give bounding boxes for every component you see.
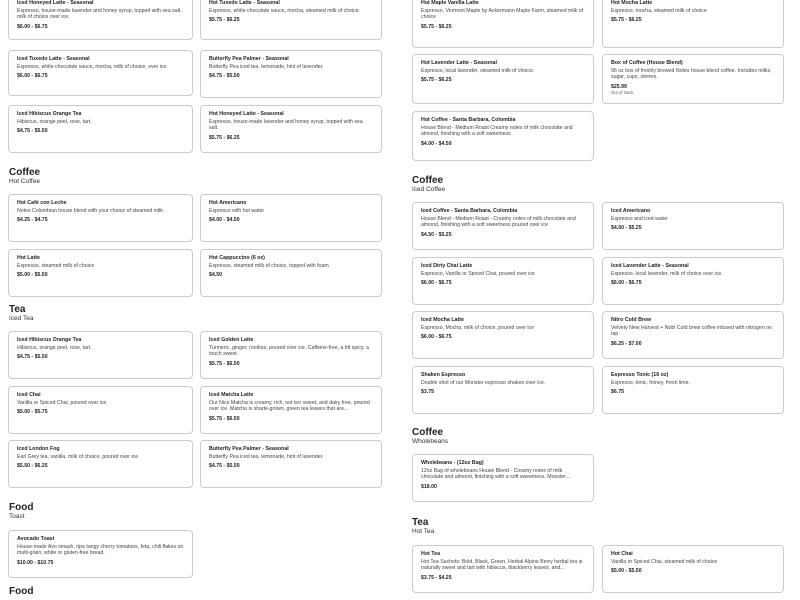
item-price: $6.00 - $6.75 xyxy=(17,73,48,80)
menu-item-card[interactable] xyxy=(602,366,784,414)
item-price: $4.25 - $4.75 xyxy=(17,217,48,224)
item-description: Butterfly Pea iced tea, lemonade, hint of lavender. xyxy=(209,453,324,460)
section-subtitle: Wholebeans xyxy=(412,438,449,445)
item-description: Velvety New Harvest + Nobl Cold brew coffee infused with nitrogen on tap xyxy=(611,324,772,338)
menu-item-card[interactable] xyxy=(8,386,193,434)
item-name: Iced Americano xyxy=(611,208,651,214)
item-price: $3.75 xyxy=(421,389,434,396)
item-name: Wholebeans - (12oz Bag) xyxy=(421,460,484,466)
item-price: $5.75 - $6.25 xyxy=(209,17,240,24)
item-price: $6.00 - $6.75 xyxy=(17,23,48,30)
menu-item-card[interactable] xyxy=(200,440,382,488)
item-description: Espresso, steamed milk of choice, topped with foam xyxy=(209,262,329,269)
menu-item-card[interactable] xyxy=(412,311,594,359)
item-price: $4.50 - $5.25 xyxy=(611,225,642,232)
menu-item-card[interactable] xyxy=(200,50,382,98)
item-description: Espresso, tonic, honey, fresh lime. xyxy=(611,379,690,386)
item-description: Espresso, Mocha, milk of choice, poured over ice xyxy=(421,324,535,331)
item-description: Espresso, local lavender, steamed milk of choice. xyxy=(421,67,535,74)
menu-item-card[interactable] xyxy=(8,105,193,153)
item-description: Espresso, house-made lavender and honey syrup, topped with sea salt. xyxy=(209,118,363,132)
menu-item-card[interactable] xyxy=(200,249,382,297)
item-description: Vanilla or Spiced Chai, steamed milk of choice xyxy=(611,558,718,565)
menu-item-card[interactable] xyxy=(412,366,594,414)
item-description: 12oz Bag of wholebeans House Blend - Creamy notes of milk chocolate and almond, finishing with a soft sweetness. Monster... xyxy=(421,467,571,481)
section-title: Food xyxy=(9,586,34,597)
item-name: Iced Coffee - Santa Barbara, Colombia xyxy=(421,208,518,214)
item-name: Espresso Tonic (16 oz) xyxy=(611,372,669,378)
item-description: Espresso and iced water xyxy=(611,215,668,222)
item-description: House-made Avo smash, ripe tangy cherry tomatoes, feta, chili flakes on multi-grain, white or gluten-free bread. xyxy=(17,543,184,557)
item-price: $6.00 - $6.75 xyxy=(421,280,452,287)
section-header xyxy=(9,502,33,520)
section-title: Coffee xyxy=(9,167,41,178)
menu-item-card[interactable] xyxy=(8,0,193,40)
item-price: $4.75 - $5.50 xyxy=(17,354,48,361)
item-name: Iced London Fog xyxy=(17,446,60,452)
item-description: Espresso, house-made lavender and honey syrup, topped with sea salt, milk of choice over ice. xyxy=(17,7,182,21)
menu-item-card[interactable] xyxy=(412,202,594,250)
item-price: $5.75 - $6.25 xyxy=(421,77,452,84)
section-subtitle: Iced Coffee xyxy=(412,186,446,193)
stock-status: Out of stock xyxy=(611,90,634,96)
section-subtitle: Hot Tea xyxy=(412,528,435,535)
menu-item-card[interactable] xyxy=(602,54,784,104)
item-price: $6.25 - $7.00 xyxy=(611,340,642,347)
menu-item-card[interactable] xyxy=(8,249,193,297)
item-description: Espresso, Vanilla or Spiced Chai, poured over ice xyxy=(421,270,535,277)
menu-item-card[interactable] xyxy=(200,331,382,379)
menu-item-card[interactable] xyxy=(412,257,594,305)
item-name: Shaken Espresso xyxy=(421,372,466,378)
menu-item-card[interactable] xyxy=(200,194,382,242)
item-name: Iced Lavender Latte - Seasonal xyxy=(611,263,689,269)
item-price: $4.75 - $5.50 xyxy=(209,73,240,80)
item-name: Iced Hibiscus Orange Tea xyxy=(17,111,82,117)
item-description: 96 oz box of freshly brewed Notes house blend coffee. Includes milks, sugar, cups, stirrers. xyxy=(611,67,772,81)
item-price: $4.75 - $5.50 xyxy=(17,128,48,135)
item-price: $5.75 - $6.25 xyxy=(611,17,642,24)
section-header xyxy=(9,304,33,322)
item-description: House Blend - Medium Roast - Creamy notes of milk chocolate and almond, finishing with a soft sweetness poured over ice xyxy=(421,215,576,229)
menu-item-card[interactable] xyxy=(8,331,193,379)
item-name: Butterfly Pea Palmer - Seasonal xyxy=(209,446,289,452)
item-description: Vanilla or Spiced Chai, poured over ice xyxy=(17,399,107,406)
item-name: Iced Tuxedo Latte - Seasonal xyxy=(17,56,90,62)
item-name: Hot Latte xyxy=(17,255,40,261)
item-name: Hot Maple Vanilla Latte xyxy=(421,0,479,6)
item-name: Iced Hibiscus Orange Tea xyxy=(17,337,82,343)
menu-item-card[interactable] xyxy=(200,105,382,153)
menu-item-card[interactable] xyxy=(8,530,193,578)
section-title: Tea xyxy=(9,304,26,315)
menu-item-card[interactable] xyxy=(412,454,594,502)
item-description: Double shot of our Monster espresso shaken over ice. xyxy=(421,379,546,386)
item-name: Iced Honeyed Latte - Seasonal xyxy=(17,0,94,6)
item-price: $4.50 - $5.25 xyxy=(421,231,452,238)
item-price: $5.75 - $6.25 xyxy=(209,134,240,141)
item-price: $10.00 - $10.75 xyxy=(17,559,54,566)
item-name: Box of Coffee (House Blend) xyxy=(611,60,683,66)
menu-item-card[interactable] xyxy=(412,54,594,104)
item-name: Iced Chai xyxy=(17,392,41,398)
item-name: Hot Honeyed Latte - Seasonal xyxy=(209,111,284,117)
item-description: Espresso, Vermont Maple by Ackermann Maple Farm, steamed milk of choice xyxy=(421,7,584,21)
item-price: $5.00 - $5.50 xyxy=(17,272,48,279)
menu-item-card[interactable] xyxy=(412,545,594,593)
item-name: Hot Mocha Latte xyxy=(611,0,653,6)
item-name: Hot Chai xyxy=(611,551,633,557)
item-description: Butterfly Pea iced tea, lemonade, hint of lavender. xyxy=(209,63,324,70)
item-name: Nitro Cold Brew xyxy=(611,317,652,323)
item-price: $5.75 - $6.50 xyxy=(209,415,240,422)
section-header xyxy=(412,517,434,535)
menu-item-card[interactable] xyxy=(602,202,784,250)
section-header xyxy=(9,167,40,185)
menu-item-card[interactable] xyxy=(200,0,382,40)
item-price: $4.00 - $4.50 xyxy=(209,217,240,224)
item-name: Hot Americano xyxy=(209,200,247,206)
item-name: Hot Café con Leche xyxy=(17,200,67,206)
section-title: Tea xyxy=(412,517,429,528)
item-description: Espresso with hot water xyxy=(209,207,265,214)
section-header xyxy=(412,175,445,193)
item-description: Hibiscus, orange peel, rose, tart. xyxy=(17,118,92,125)
section-title: Coffee xyxy=(412,427,444,438)
section-title: Food xyxy=(9,502,34,513)
menu-item-card[interactable] xyxy=(602,0,784,48)
menu-item-card[interactable] xyxy=(602,311,784,359)
item-name: Hot Cappuccino (6 oz) xyxy=(209,255,265,261)
item-price: $3.75 - $4.25 xyxy=(421,574,452,581)
item-price: $6.00 - $6.75 xyxy=(611,280,642,287)
item-description: Our Nice Matcha is creamy, rich, not too sweet, and dairy free, poured over ice. Matcha is shade-grown, green tea leaves that are... xyxy=(209,399,370,413)
item-description: Espresso, white chocolate sauce, mocha, steamed milk of choice. xyxy=(209,7,361,14)
item-price: $4.50 xyxy=(209,272,222,279)
item-name: Hot Lavender Latte - Seasonal xyxy=(421,60,497,66)
item-name: Avocado Toast xyxy=(17,536,55,542)
item-price: $5.75 - $6.25 xyxy=(421,23,452,30)
section-header xyxy=(9,586,33,597)
item-description: Hot Tea Sachets: Bold, Black, Green, Herbal Alpine Berry herbal tea is naturally sweet and tart with hibiscus, blackberry leaves, and... xyxy=(421,558,583,572)
item-description: Espresso, local lavender, milk of choice over ice. xyxy=(611,270,723,277)
item-price: $6.00 - $6.75 xyxy=(421,334,452,341)
item-price: $25.99 xyxy=(611,83,627,90)
item-name: Hot Tea xyxy=(421,551,441,557)
item-name: Hot Tuxedo Latte - Seasonal xyxy=(209,0,280,6)
section-subtitle: Toast xyxy=(9,513,25,520)
menu-item-card[interactable] xyxy=(602,257,784,305)
item-name: Iced Mocha Latte xyxy=(421,317,464,323)
section-title: Coffee xyxy=(412,175,444,186)
item-description: Hibiscus, orange peel, rose, tart. xyxy=(17,344,92,351)
menu-item-card[interactable] xyxy=(8,440,193,488)
section-subtitle: Iced Tea xyxy=(9,315,34,322)
item-description: Espresso, steamed milk of choice xyxy=(17,262,95,269)
item-name: Iced Dirty Chai Latte xyxy=(421,263,473,269)
item-price: $5.00 - $5.75 xyxy=(17,409,48,416)
item-description: Notes Colombian house blend with your choice of steamed milk xyxy=(17,207,163,214)
menu-item-card[interactable] xyxy=(412,111,594,161)
menu-item-card[interactable] xyxy=(602,545,784,593)
menu-item-card[interactable] xyxy=(8,194,193,242)
section-subtitle: Hot Coffee xyxy=(9,178,40,185)
item-description: House Blend - Medium Roast Creamy notes of milk chocolate and almond, finishing with a soft sweetness xyxy=(421,124,573,138)
item-name: Hot Coffee - Santa Barbara, Colombia xyxy=(421,117,516,123)
item-name: Butterfly Pea Palmer - Seasonal xyxy=(209,56,289,62)
item-description: Espresso, white chocolate sauce, mocha, milk of choice, over ice. xyxy=(17,63,168,70)
item-price: $5.00 - $5.50 xyxy=(611,568,642,575)
section-header xyxy=(412,427,448,445)
item-name: Iced Golden Latte xyxy=(209,337,254,343)
item-price: $6.75 xyxy=(611,389,624,396)
menu-item-card[interactable] xyxy=(8,50,193,96)
item-price: $18.00 xyxy=(421,483,437,490)
item-price: $4.75 - $5.50 xyxy=(209,463,240,470)
item-name: Iced Matcha Latte xyxy=(209,392,254,398)
item-description: Earl Grey tea, vanilla, milk of choice, poured over ice xyxy=(17,453,139,460)
item-description: Espresso, mocha, steamed milk of choice xyxy=(611,7,707,14)
menu-item-card[interactable] xyxy=(200,386,382,434)
item-price: $4.00 - $4.50 xyxy=(421,140,452,147)
item-price: $5.75 - $6.50 xyxy=(209,360,240,367)
item-price: $5.50 - $6.25 xyxy=(17,463,48,470)
menu-item-card[interactable] xyxy=(412,0,594,48)
item-description: Turmeric, ginger, rooibos, poured over ice. Caffeine-free, a bit spicy, a touch sweet. xyxy=(209,344,369,358)
